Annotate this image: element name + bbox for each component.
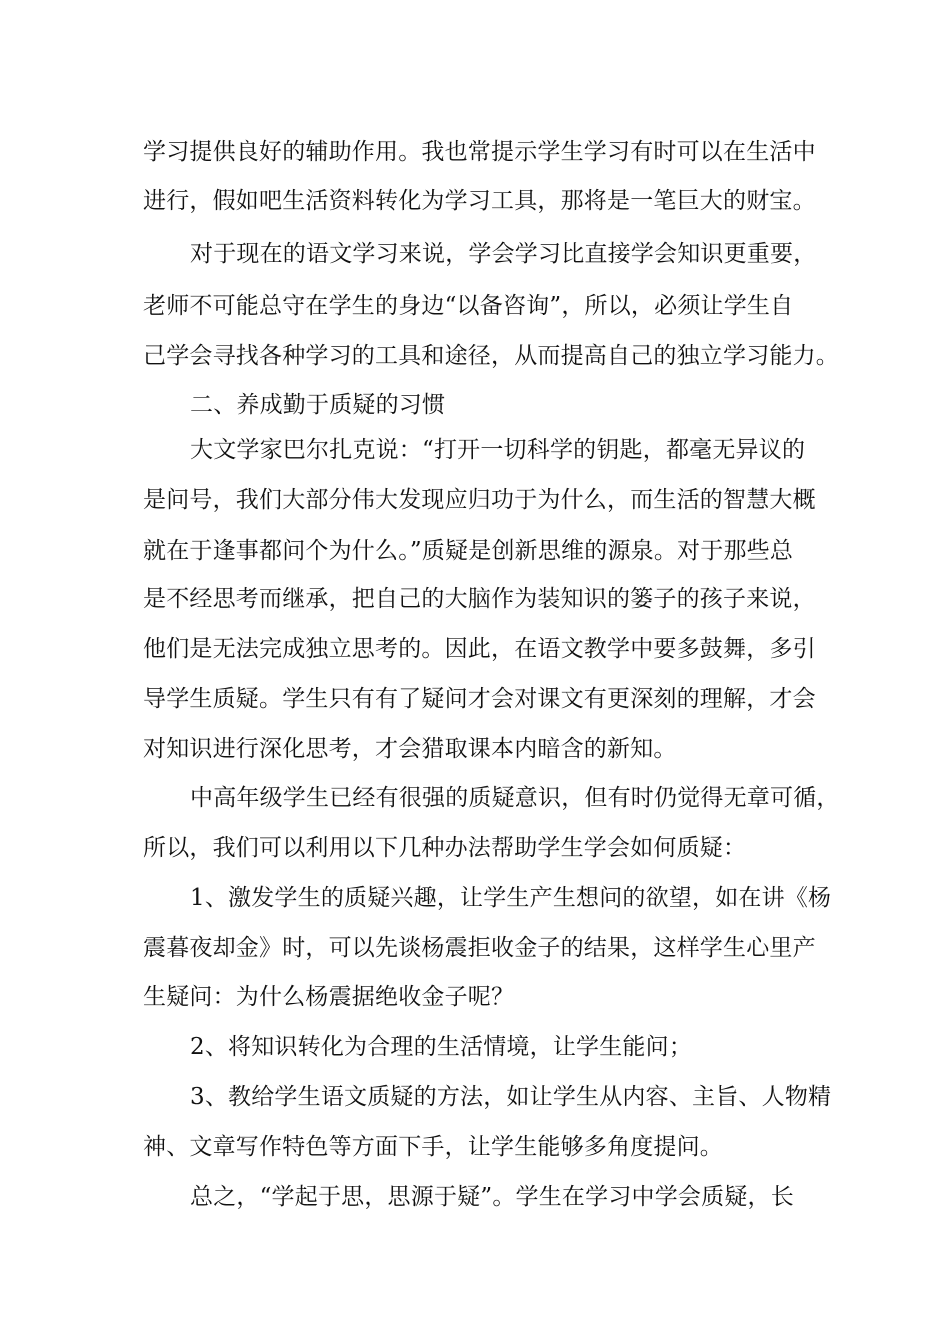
paragraph-start-line: 总之，“学起于思，思源于疑”。学生在学习中学会质疑，长 [190,1184,794,1210]
text-line: 导学生质疑。学生只有有了疑问才会对课文有更深刻的理解，才会 [143,686,816,712]
text-line: 老师不可能总守在学生的身边“以备咨询”，所以，必须让学生自 [143,293,794,319]
paragraph-start-line: 对于现在的语文学习来说，学会学习比直接学会知识更重要， [190,241,817,267]
text-line: 对知识进行深化思考，才会猎取课本内暗含的新知。 [143,736,677,762]
text-line: 他们是无法完成独立思考的。因此，在语文教学中要多鼓舞，多引 [143,636,816,662]
text-line: 是问号，我们大部分伟大发现应归功于为什么，而生活的智慧大概 [143,487,816,513]
text-line: 己学会寻找各种学习的工具和途径，从而提高自己的独立学习能力。 [143,343,839,369]
text-line: 是不经思考而继承，把自己的大脑作为装知识的篓子的孩子来说， [143,586,816,612]
text-line: 生疑问：为什么杨震据绝收金子呢？ [143,984,515,1010]
text-line: 就在于逢事都问个为什么。”质疑是创新思维的源泉。对于那些总 [143,538,794,564]
text-line: 震暮夜却金》时，可以先谈杨震拒收金子的结果，这样学生心里产 [143,935,816,961]
paragraph-start-line: 中高年级学生已经有很强的质疑意识，但有时仍觉得无章可循， [190,785,840,811]
text-line: 学习提供良好的辅助作用。我也常提示学生学习有时可以在生活中 [143,139,816,165]
text-line: 进行，假如吧生活资料转化为学习工具，那将是一笔巨大的财宝。 [143,188,816,214]
list-item-line: 3、教给学生语文质疑的方法，如让学生从内容、主旨、人物精 [190,1084,832,1110]
text-line: 神、文章写作特色等方面下手，让学生能够多角度提问。 [143,1134,723,1160]
list-item-line: 2、将知识转化为合理的生活情境，让学生能问； [190,1034,693,1060]
list-item-line: 1、激发学生的质疑兴趣，让学生产生想问的欲望，如在讲《杨 [190,885,832,911]
text-line: 所以，我们可以利用以下几种办法帮助学生学会如何质疑： [143,835,747,861]
paragraph-start-line: 大文学家巴尔扎克说：“打开一切科学的钥匙，都毫无异议的 [190,437,806,463]
section-heading: 二、养成勤于质疑的习惯 [190,392,446,418]
